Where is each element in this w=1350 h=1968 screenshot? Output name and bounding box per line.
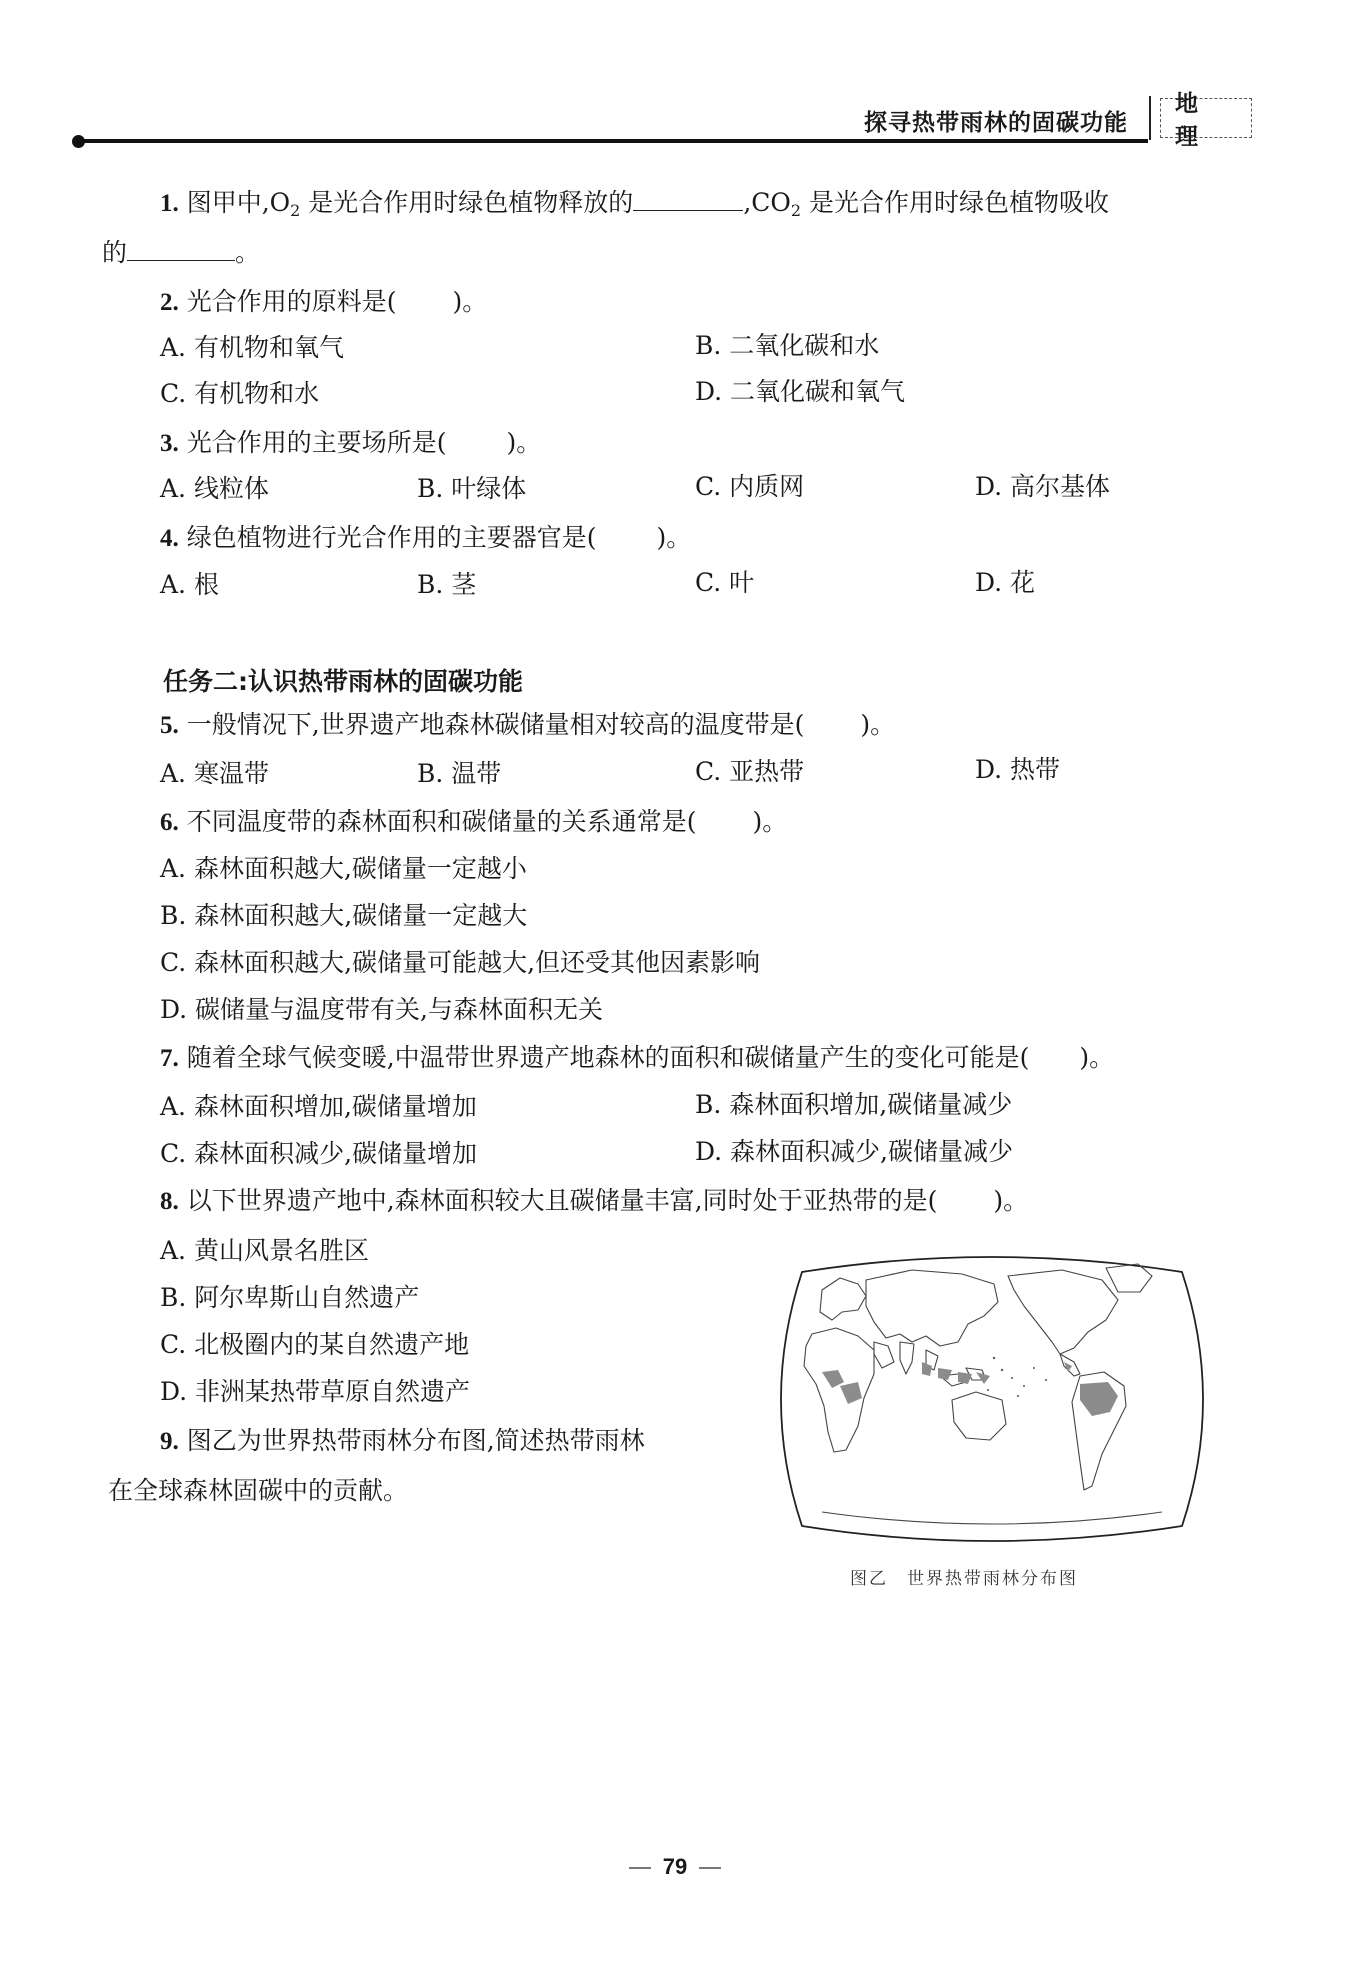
option[interactable]: C. 叶: [695, 568, 755, 597]
option[interactable]: D. 二氧化碳和氧气: [695, 377, 906, 406]
option[interactable]: D. 高尔基体: [975, 472, 1111, 501]
question-4-text: 绿色植物进行光合作用的主要器官是(: [186, 523, 597, 552]
option[interactable]: A. 森林面积越大,碳储量一定越小: [160, 854, 527, 883]
question-1-text-f: 。: [235, 238, 261, 267]
option[interactable]: D. 热带: [975, 755, 1061, 784]
question-9: [160, 1424, 645, 1459]
question-7-close: )。: [1079, 1043, 1115, 1072]
option[interactable]: A. 有机物和氧气: [160, 333, 344, 362]
question-1-line-2: [102, 236, 260, 270]
question-1-text-a: 图甲中,O: [186, 188, 291, 217]
option[interactable]: D. 森林面积减少,碳储量减少: [695, 1137, 1013, 1166]
question-5: [160, 708, 895, 743]
question-8: [160, 1184, 1028, 1219]
question-1-text-b: 是光合作用时绿色植物释放的: [308, 188, 634, 217]
header-subject-box: [1160, 91, 1252, 150]
question-6-close: )。: [752, 807, 788, 836]
header-title: 探寻热带雨林的固碳功能: [864, 110, 1128, 136]
question-1-text-e: 的: [102, 238, 128, 267]
option[interactable]: C. 内质网: [695, 472, 805, 501]
question-6-text: 不同温度带的森林面积和碳储量的关系通常是(: [186, 807, 697, 836]
question-4: [160, 521, 691, 556]
question-8-text: 以下世界遗产地中,森林面积较大且碳储量丰富,同时处于亚热带的是(: [186, 1186, 938, 1215]
section-title: 任务二:认识热带雨林的固碳功能: [163, 667, 523, 696]
option[interactable]: D. 非洲某热带草原自然遗产: [160, 1377, 471, 1406]
answer-blank-2[interactable]: [127, 236, 235, 261]
option[interactable]: B. 二氧化碳和水: [695, 331, 880, 360]
header-subject: 地 理: [1175, 91, 1212, 150]
page-number-dash-left: [629, 1867, 651, 1869]
question-9-line-2: 在全球森林固碳中的贡献。: [108, 1476, 409, 1505]
header-rule: [80, 139, 1148, 143]
option[interactable]: C. 森林面积减少,碳储量增加: [160, 1139, 478, 1168]
question-4-close: )。: [656, 523, 692, 552]
option[interactable]: B. 叶绿体: [417, 474, 527, 503]
option[interactable]: C. 有机物和水: [160, 379, 320, 408]
question-2-number: 2.: [160, 289, 179, 316]
header-divider: [1149, 96, 1151, 140]
option[interactable]: B. 森林面积越大,碳储量一定越大: [160, 901, 528, 930]
option[interactable]: A. 线粒体: [160, 474, 269, 503]
question-1-sub-c: 2: [790, 201, 802, 220]
question-6: [160, 805, 787, 840]
question-1-sub-a: 2: [290, 201, 301, 220]
question-1: [160, 186, 1109, 228]
option[interactable]: A. 黄山风景名胜区: [160, 1236, 369, 1265]
question-5-close: )。: [860, 710, 896, 739]
map-outline: [781, 1257, 1203, 1541]
question-9-line-1: 图乙为世界热带雨林分布图,简述热带雨林: [186, 1426, 645, 1455]
page-number-value: 79: [662, 1854, 688, 1879]
question-5-text: 一般情况下,世界遗产地森林碳储量相对较高的温度带是(: [186, 710, 805, 739]
option[interactable]: C. 森林面积越大,碳储量可能越大,但还受其他因素影响: [160, 948, 761, 977]
world-rainforest-map: [762, 1250, 1222, 1548]
option[interactable]: A. 根: [160, 570, 219, 599]
page-number: [600, 1854, 750, 1880]
question-3: [160, 426, 541, 461]
question-4-number: 4.: [160, 525, 179, 552]
question-3-number: 3.: [160, 430, 179, 457]
option[interactable]: B. 阿尔卑斯山自然遗产: [160, 1283, 420, 1312]
question-2: [160, 285, 487, 320]
answer-blank-1[interactable]: [633, 186, 743, 211]
question-6-number: 6.: [160, 809, 179, 836]
option[interactable]: B. 温带: [417, 759, 502, 788]
question-1-text-d: 是光合作用时绿色植物吸收: [809, 188, 1110, 217]
question-3-close: )。: [506, 428, 542, 457]
option[interactable]: C. 北极圈内的某自然遗产地: [160, 1330, 470, 1359]
question-1-text-c: ,CO: [743, 188, 791, 217]
question-8-close: )。: [993, 1186, 1029, 1215]
question-9-number: 9.: [160, 1428, 179, 1455]
page-number-dash-right: [699, 1867, 721, 1869]
question-2-text: 光合作用的原料是(: [186, 287, 397, 316]
question-7-text: 随着全球气候变暖,中温带世界遗产地森林的面积和碳储量产生的变化可能是(: [186, 1043, 1030, 1072]
question-8-number: 8.: [160, 1188, 179, 1215]
option[interactable]: C. 亚热带: [695, 757, 805, 786]
option[interactable]: D. 碳储量与温度带有关,与森林面积无关: [160, 995, 603, 1024]
question-1-number: 1.: [160, 190, 179, 217]
question-2-close: )。: [452, 287, 488, 316]
figure-caption: 图乙 世界热带雨林分布图: [850, 1569, 1078, 1589]
question-7: [160, 1041, 1114, 1076]
option[interactable]: B. 森林面积增加,碳储量减少: [695, 1090, 1013, 1119]
option[interactable]: D. 花: [975, 568, 1036, 597]
option[interactable]: A. 寒温带: [160, 759, 269, 788]
question-3-text: 光合作用的主要场所是(: [186, 428, 447, 457]
option[interactable]: A. 森林面积增加,碳储量增加: [160, 1092, 477, 1121]
question-7-number: 7.: [160, 1045, 179, 1072]
question-5-number: 5.: [160, 712, 179, 739]
option[interactable]: B. 茎: [417, 570, 477, 599]
